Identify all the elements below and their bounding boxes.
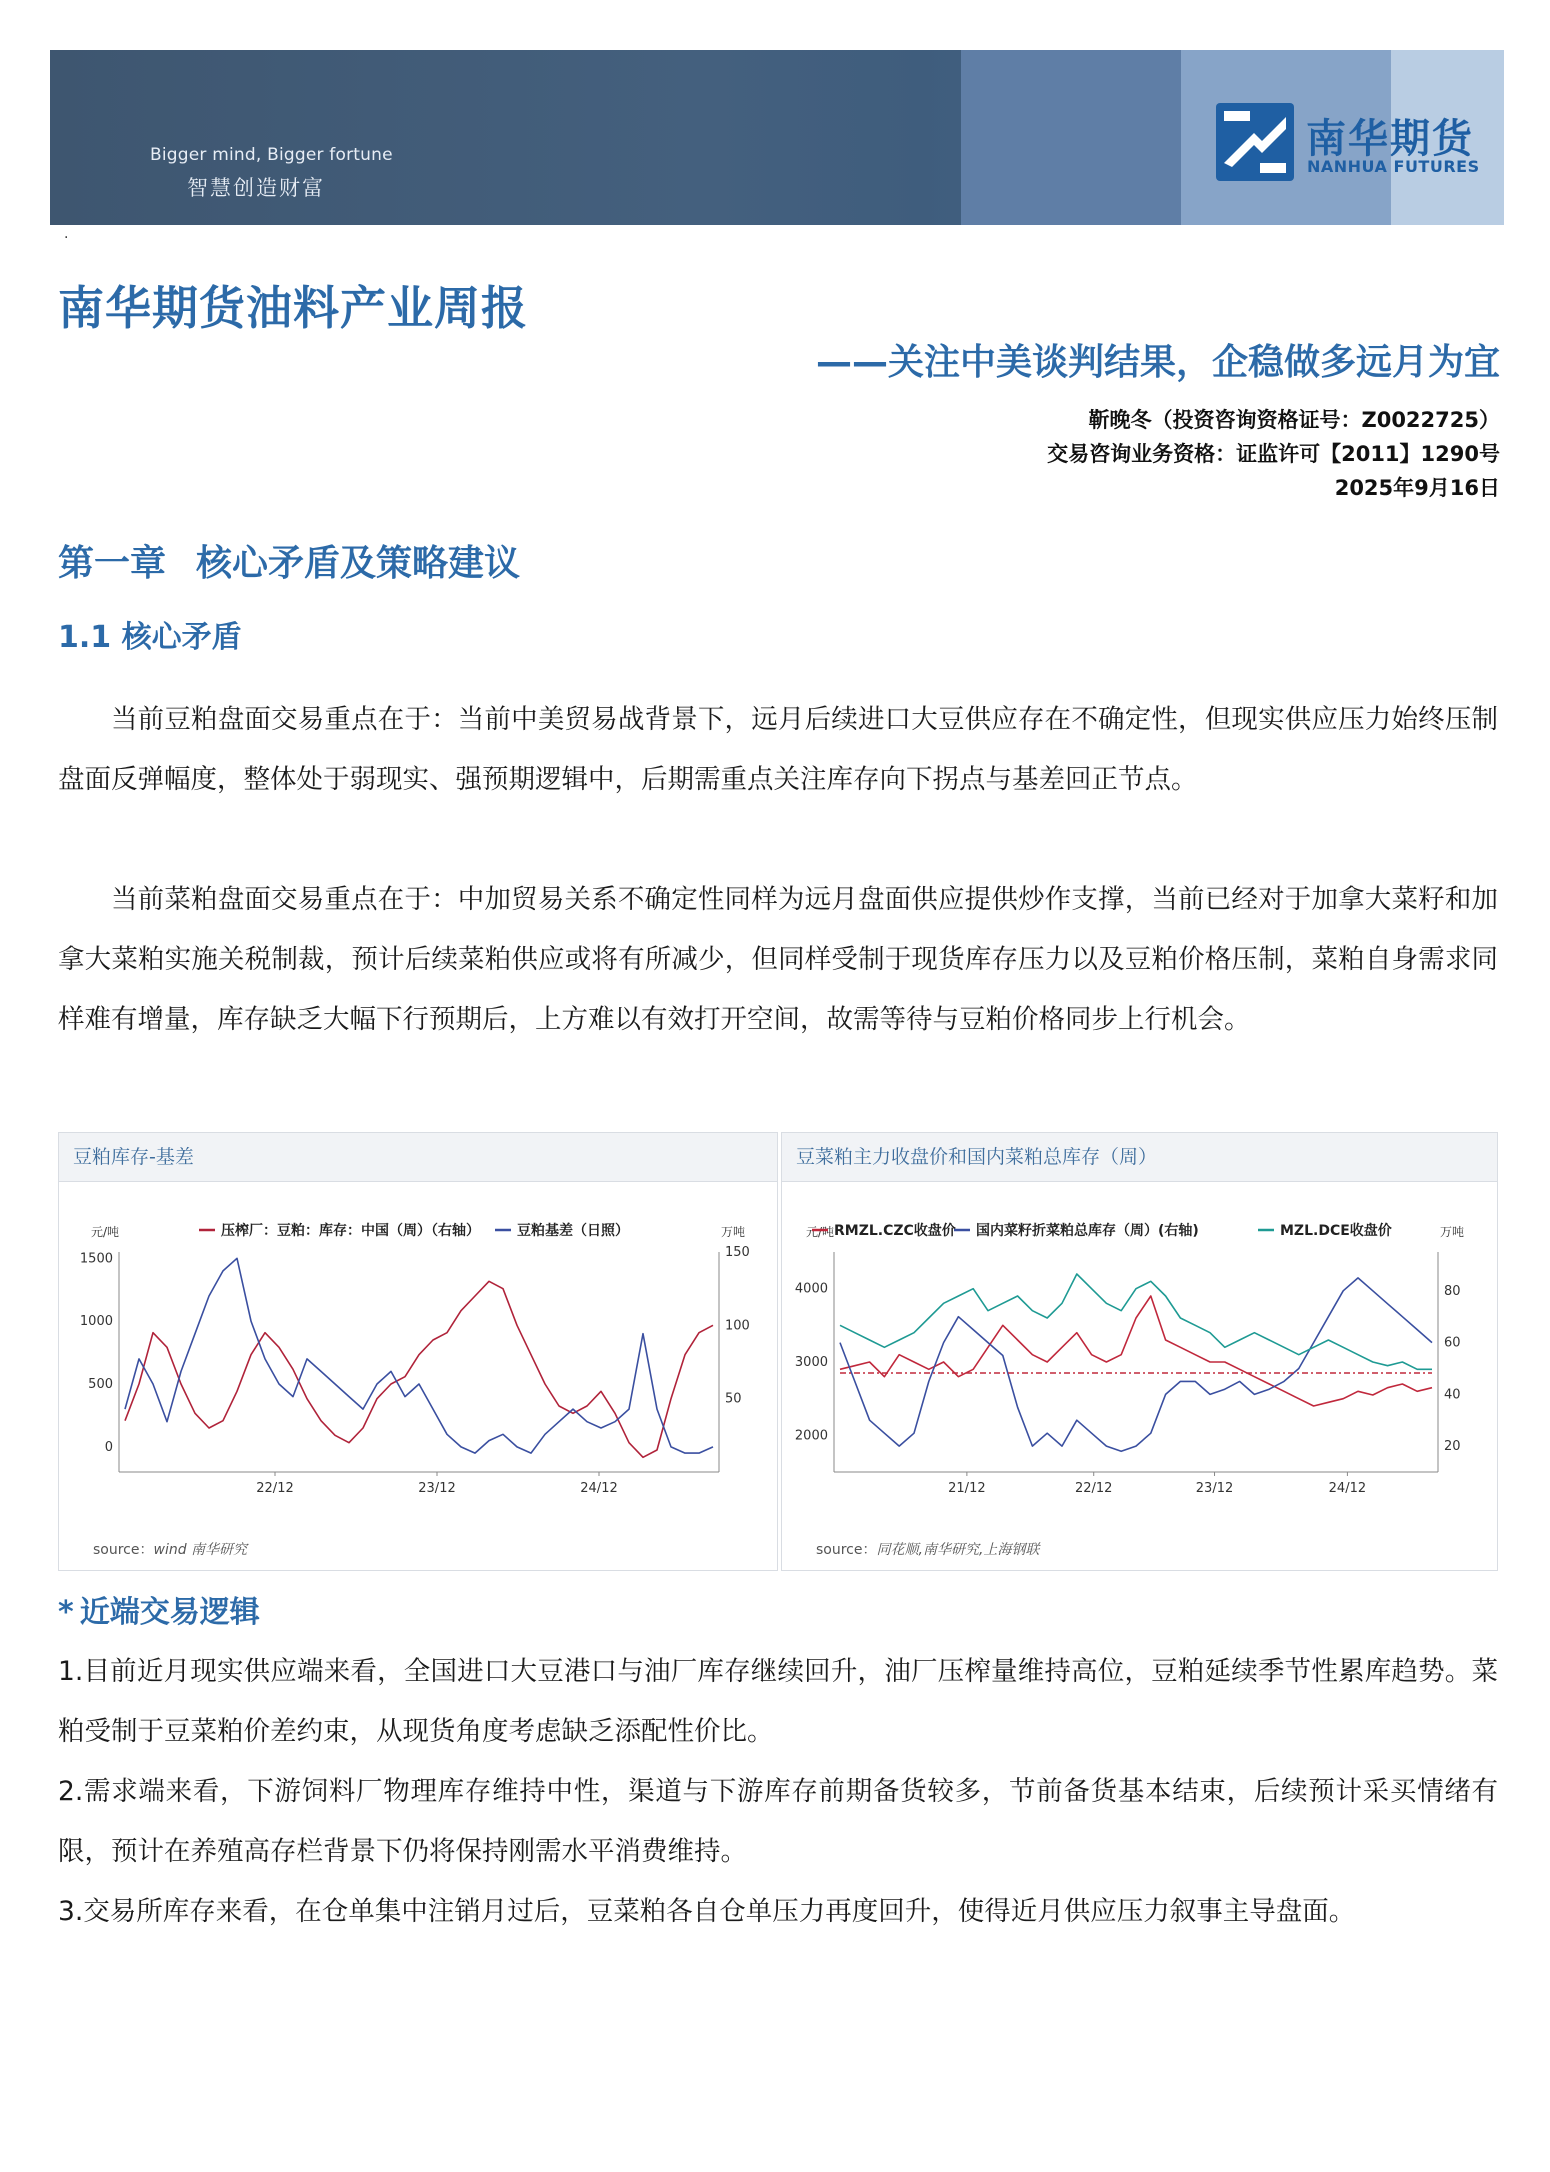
y-tick-left: 1000 xyxy=(79,1314,113,1330)
list-item: 2.需求端来看，下游饲料厂物理库存维持中性，渠道与下游库存前期备货较多，节前备货基本结束，后续预计采买情绪有限，预计在养殖高存栏背景下仍将保持刚需水平消费维持。 xyxy=(58,1776,1498,1867)
logo-mark-icon xyxy=(1216,103,1294,181)
slogan-cn: 智慧创造财富 xyxy=(187,176,325,200)
series-line xyxy=(125,1281,713,1457)
chart-card-meal-prices xyxy=(781,1132,1498,1571)
legend-label: 压榨厂：豆粕：库存：中国（周）（右轴） xyxy=(221,1223,480,1239)
paragraph-text: 当前菜粕盘面交易重点在于：中加贸易关系不确定性同样为远月盘面供应提供炒作支撑，当前已经对于加拿大菜籽和加拿大菜粕实施关税制裁，预计后续菜粕供应或将有所减少，但同样受制于现货库存压力以及豆粕价格压制，菜粕自身需求同样难有增量，库存缺乏大幅下行预期后，上方难以有效打开空间，故需等待与豆粕价格同步上行机会。 xyxy=(58,884,1498,1035)
company-logo xyxy=(1216,103,1496,183)
legend-label: MZL.DCE收盘价 xyxy=(1280,1223,1392,1239)
x-tick-label: 24/12 xyxy=(1328,1481,1367,1496)
logo-text-cn: 南华期货 xyxy=(1306,116,1474,162)
report-date: 2025年9月16日 xyxy=(1334,476,1500,500)
license: 交易咨询业务资格：证监许可【2011】1290号 xyxy=(1047,442,1500,466)
chart-header: 豆菜粕主力收盘价和国内菜粕总库存（周） xyxy=(782,1133,1497,1182)
chart-source xyxy=(93,1539,247,1559)
paragraph-text: 当前豆粕盘面交易重点在于：当前中美贸易战背景下，远月后续进口大豆供应存在不确定性，但现实供应压力始终压制盘面反弹幅度，整体处于弱现实、强预期逻辑中，后期需重点关注库存向下拐点与基差回正节点。 xyxy=(58,704,1498,795)
chart-source xyxy=(816,1539,1039,1559)
source-text: 同花顺,南华研究,上海钢联 xyxy=(876,1542,1040,1558)
x-tick-label: 21/12 xyxy=(948,1481,986,1496)
section-heading: 1.1 核心矛盾 xyxy=(58,620,242,655)
near-logic-heading xyxy=(58,1587,260,1631)
slogan-en: Bigger mind, Bigger fortune xyxy=(150,145,393,165)
y-tick-right: 20 xyxy=(1444,1439,1461,1455)
legend-label: 国内菜籽折菜粕总库存（周）(右轴) xyxy=(976,1223,1199,1239)
list-item: 1.目前近月现实供应端来看，全国进口大豆港口与油厂库存继续回升，油厂压榨量维持高位，豆粕延续季节性累库趋势。菜粕受制于豆菜粕价差约束，从现货角度考虑缺乏添配性价比。 xyxy=(58,1656,1498,1747)
y-tick-left: 3000 xyxy=(794,1355,828,1370)
x-tick-label: 22/12 xyxy=(256,1481,294,1496)
y-tick-left: 500 xyxy=(88,1377,113,1392)
legend-label: 豆粕基差（日照） xyxy=(517,1223,629,1239)
chart-soymeal-inventory-basis xyxy=(59,1182,777,1537)
y-tick-right: 60 xyxy=(1444,1335,1461,1351)
stray-dot: . xyxy=(64,226,69,242)
chapter-number: 第一章 xyxy=(58,543,167,584)
legend-label: RMZL.CZC收盘价 xyxy=(834,1223,956,1239)
y-tick-right: 40 xyxy=(1444,1387,1461,1403)
y-tick-left: 2000 xyxy=(794,1428,828,1444)
chart-card-soymeal xyxy=(58,1132,778,1571)
chapter-heading xyxy=(58,535,520,586)
axis-unit-left: 元/吨 xyxy=(91,1225,120,1239)
axis-unit-left: 元/吨 xyxy=(806,1225,835,1239)
source-text: wind 南华研究 xyxy=(153,1542,248,1558)
near-logic-title: 近端交易逻辑 xyxy=(79,1595,260,1630)
x-tick-label: 23/12 xyxy=(1195,1481,1234,1496)
y-tick-left: 0 xyxy=(104,1439,113,1455)
source-label: source： xyxy=(816,1542,877,1558)
near-logic-list xyxy=(58,1642,1498,1942)
paragraph xyxy=(58,870,1498,1050)
series-line xyxy=(840,1274,1432,1369)
banner-panel xyxy=(961,50,1181,225)
list-item: 3.交易所库存来看，在仓单集中注销月过后，豆菜粕各自仓单压力再度回升，使得近月供应压力叙事主导盘面。 xyxy=(58,1896,1356,1927)
y-tick-right: 100 xyxy=(725,1318,750,1334)
x-tick-label: 22/12 xyxy=(1074,1481,1113,1496)
paragraph xyxy=(58,690,1498,810)
y-tick-left: 4000 xyxy=(794,1281,828,1297)
chapter-name: 核心矛盾及策略建议 xyxy=(196,543,521,584)
y-tick-left: 1500 xyxy=(79,1251,113,1267)
axis-unit-right: 万吨 xyxy=(1440,1225,1465,1239)
bullet-star-icon: * xyxy=(58,1595,74,1630)
y-tick-right: 50 xyxy=(725,1391,742,1407)
report-title: 南华期货油料产业周报 xyxy=(58,281,528,335)
series-line xyxy=(840,1296,1432,1406)
x-tick-label: 24/12 xyxy=(580,1481,618,1496)
axis-unit-right: 万吨 xyxy=(721,1225,746,1239)
report-subtitle: ——关注中美谈判结果，企稳做多远月为宜 xyxy=(815,342,1500,383)
chart-header: 豆粕库存-基差 xyxy=(59,1133,777,1182)
author: 靳晚冬（投资咨询资格证号：Z0022725） xyxy=(1088,408,1500,432)
y-tick-right: 80 xyxy=(1444,1283,1461,1299)
header-banner xyxy=(50,50,1504,225)
series-line xyxy=(840,1278,1432,1451)
source-label: source： xyxy=(93,1542,154,1558)
chart-meal-prices-inventory xyxy=(782,1182,1497,1537)
x-tick-label: 23/12 xyxy=(418,1481,456,1496)
logo-text-en: NANHUA FUTURES xyxy=(1307,157,1480,176)
y-tick-right: 150 xyxy=(725,1245,750,1260)
